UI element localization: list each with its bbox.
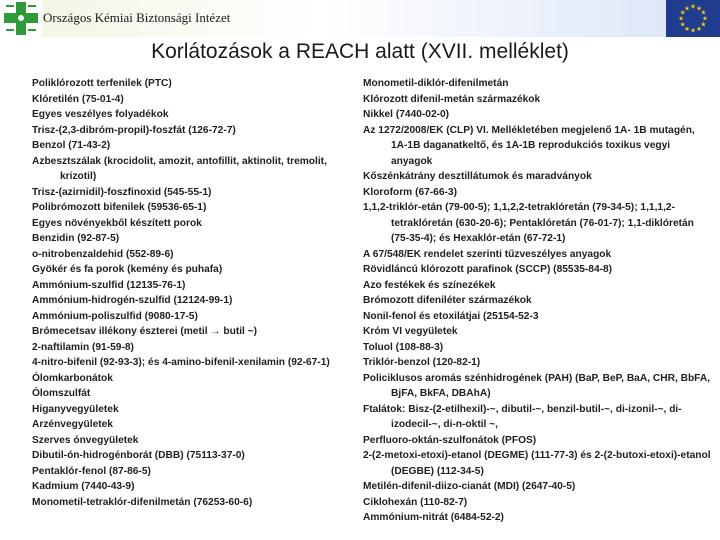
- list-item: Brómozott difeniléter származékok: [363, 295, 532, 306]
- list-item: Monometil-diklór-difenilmetán: [363, 78, 509, 89]
- right-substance-list: [363, 76, 711, 526]
- list-item: Benzol (71-43-2): [32, 140, 111, 151]
- list-item: Nonil-fenol és etoxilátjai (25154-52-3: [363, 310, 539, 322]
- list-item: Pentaklór-fenol (87-86-5): [32, 465, 151, 477]
- list-item: Nikkel (7440-02-0): [363, 109, 450, 120]
- eu-star-icon: ★: [679, 20, 686, 29]
- eu-star-icon: ★: [696, 25, 702, 34]
- list-item: Kadmium (7440-43-9): [32, 481, 135, 492]
- list-item: Klórozott difenil-metán származékok: [363, 93, 541, 105]
- list-item: Dibutil-ón-hidrogénborát (DBB) (75113-37-0): [32, 450, 245, 461]
- list-item: Gyökér és fa porok (kemény és puhafa): [32, 264, 223, 275]
- list-item: Kőszénkátrány desztillátumok és maradványok: [363, 171, 592, 182]
- list-item: Triklór-benzol (120-82-1): [363, 357, 481, 368]
- eu-star-icon: ★: [696, 4, 702, 13]
- eu-star-icon: ★: [684, 4, 690, 13]
- list-item: Kloroform (67-66-3): [363, 186, 457, 198]
- eu-star-icon: ★: [690, 26, 696, 35]
- list-item: Monometil-tetraklór-difenilmetán (76253-60-6): [32, 496, 253, 508]
- eu-flag-icon: [666, 0, 720, 37]
- list-item: o-nitrobenzaldehid (552-89-6): [32, 248, 174, 260]
- list-item: Higanyvegyületek: [32, 403, 119, 415]
- list-item: Ólomszulfát: [32, 388, 91, 399]
- page-title: Korlátozások a REACH alatt (XVII. melléklet): [151, 40, 569, 63]
- list-item: Poliklórozott terfenilek (PTC): [32, 78, 172, 89]
- list-item: Egyes növényekből készített porok: [32, 217, 202, 229]
- organization-name: Országos Kémiai Biztonsági Intézet: [43, 10, 231, 25]
- eu-star-icon: ★: [700, 20, 707, 29]
- header-bar: [0, 0, 720, 37]
- list-item: Rövidláncú klórozott parafinok (SCCP) (85535-84-8): [363, 264, 613, 275]
- list-item: Trisz-(2,3-dibróm-propil)-foszfát (126-72-7): [32, 124, 236, 136]
- list-item: 2-(2-metoxi-etoxi)-etanol (DEGME) (111-77-3) és 2-(2-butoxi-etoxi)-etanol (DEGBE) (112-34-5): [363, 450, 711, 477]
- list-item: 4-nitro-bifenil (92-93-3); és 4-amino-bifenil-xenilamin (92-67-1): [32, 357, 330, 368]
- green-cross-logo-icon: [0, 0, 42, 37]
- list-item: Az 1272/2008/EK (CLP) VI. Mellékletében megjelenő 1A- 1B mutagén, 1A-1B daganatkeltő, és 1A-1B reprodukciós toxikus vegyi anyagok: [363, 124, 695, 167]
- left-substance-list: [32, 76, 350, 510]
- list-item: Policiklusos aromás szénhidrogének (PAH) (BaP, BeP, BaA, CHR, BbFA, BjFA, BkFA, DBAhA): [363, 372, 711, 399]
- list-item: 2-naftilamin (91-59-8): [32, 341, 134, 353]
- list-item: A 67/548/EK rendelet szerinti tűzveszélyes anyagok: [363, 248, 612, 260]
- list-item: Króm VI vegyületek: [363, 326, 458, 337]
- list-item: Trisz-(azirnidil)-foszfinoxid (545-55-1): [32, 186, 212, 198]
- list-item: Ólomkarbonátok: [32, 372, 113, 384]
- eu-star-icon: ★: [690, 2, 696, 11]
- list-item: Azbesztszálak (krocidolit, amozit, antofillit, aktinolit, tremolit, krizotil): [32, 155, 327, 182]
- eu-star-icon: ★: [679, 8, 686, 17]
- list-item: Ftalátok: Bisz-(2-etilhexil)-~, dibutil-~, benzil-butil-~, di-izonil-~, di-izodecil-~, di-n-oktil ~,: [363, 403, 682, 430]
- list-item: Benzidin (92-87-5): [32, 233, 120, 244]
- list-item: Perfluoro-oktán-szulfonátok (PFOS): [363, 434, 537, 446]
- list-item: Klóretilén (75-01-4): [32, 93, 124, 105]
- eu-star-icon: ★: [702, 14, 708, 23]
- eu-star-icon: ★: [700, 8, 707, 17]
- list-item: Arzénvegyületek: [32, 419, 113, 430]
- list-item: Egyes veszélyes folyadékok: [32, 109, 169, 120]
- list-item: Ammónium-hidrogén-szulfid (12124-99-1): [32, 295, 233, 306]
- list-item: Metilén-difenil-diizo-cianát (MDI) (2647-40-5): [363, 481, 576, 492]
- list-item: 1,1,2-triklór-etán (79-00-5); 1,1,2,2-tetraklóretán (79-34-5); 1,1,1,2-tetraklóretán (630-20-6); Pentaklóretán (76-01-7); 1,1-diklóretán (75-35-4); és Hexaklór-etán (67-72-1): [363, 202, 694, 244]
- list-item: Polibrómozott bifenilek (59536-65-1): [32, 202, 207, 213]
- list-item: Ammónium-szulfid (12135-76-1): [32, 279, 186, 291]
- list-item: Ciklohexán (110-82-7): [363, 496, 468, 508]
- list-item: Azo festékek és színezékek: [363, 279, 496, 291]
- list-item: Toluol (108-88-3): [363, 341, 444, 353]
- eu-star-icon: ★: [678, 14, 684, 23]
- list-item: Ammónium-poliszulfid (9080-17-5): [32, 310, 198, 322]
- list-item: Ammónium-nitrát (6484-52-2): [363, 512, 504, 523]
- eu-star-icon: ★: [684, 25, 690, 34]
- list-item: Brómecetsav illékony észterei (metil → butil ~): [32, 326, 258, 337]
- list-item: Szerves ónvegyületek: [32, 434, 139, 446]
